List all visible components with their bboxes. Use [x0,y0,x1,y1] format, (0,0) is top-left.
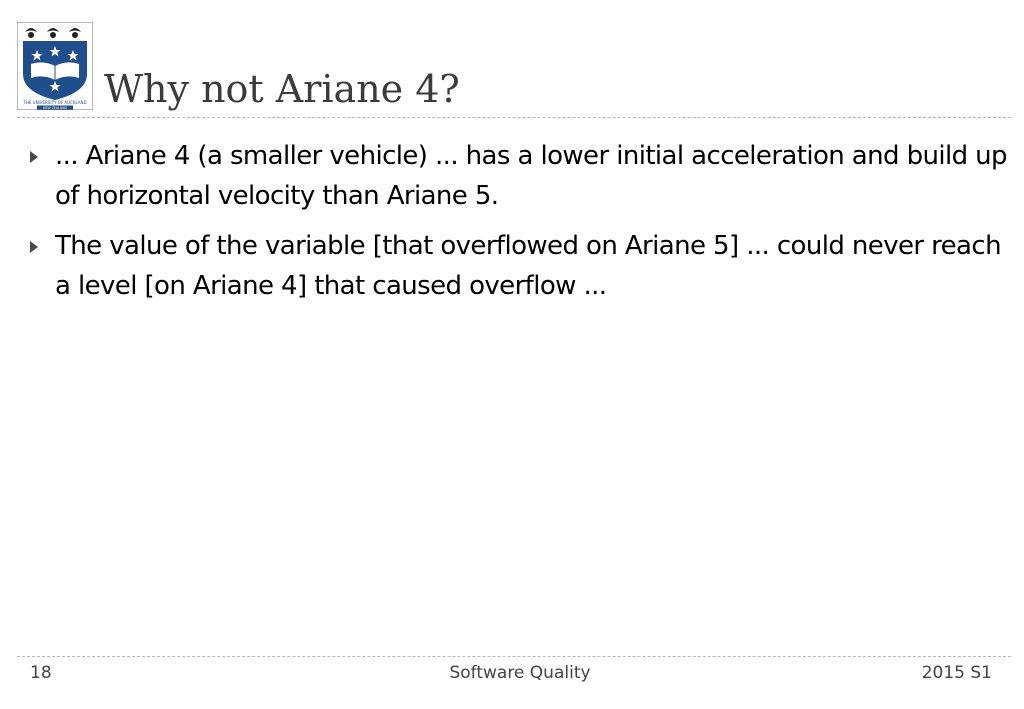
bullet-arrow-icon [30,241,38,253]
bullet-list [30,136,1015,316]
svg-text:NEW ZEALAND: NEW ZEALAND [43,105,67,110]
bullet-text: The value of the variable [that overflowed on Ariane 5] ... could never reach a level [on Ariane 4] that caused overflow ... [55,231,1001,301]
course-name: Software Quality [449,663,591,683]
page-number: 18 [30,663,52,683]
bullet-item [30,136,1015,216]
bullet-arrow-icon [30,151,38,163]
footer-divider [17,656,1011,657]
university-crest-icon [17,22,93,110]
bullet-text: ... Ariane 4 (a smaller vehicle) ... has a lower initial acceleration and build up of horizontal velocity than Ariane 5. [55,141,1007,211]
title-divider [17,117,1011,118]
term-label: 2015 S1 [921,663,992,683]
slide-title: Why not Ariane 4? [104,67,460,111]
bullet-item [30,226,1015,306]
svg-text:THE UNIVERSITY OF AUCKLAND: THE UNIVERSITY OF AUCKLAND [23,100,87,105]
